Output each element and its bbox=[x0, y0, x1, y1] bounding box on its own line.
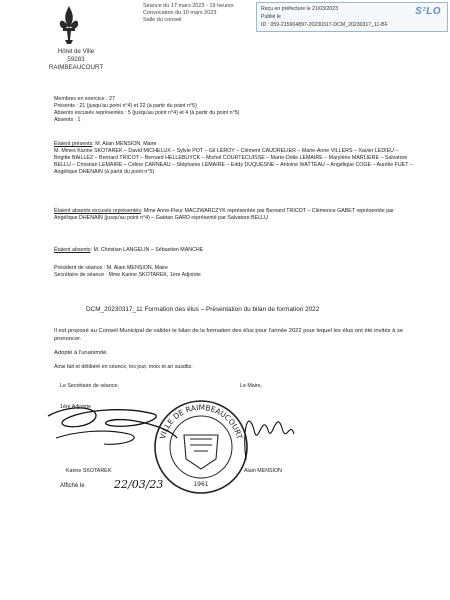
absent-text: : M. Christian LANGELIN – Sébastien MANCHE bbox=[90, 247, 204, 253]
presents-section bbox=[54, 141, 414, 176]
seance-line: Convocation du 10 mars 2023 bbox=[143, 9, 217, 16]
affiche-date: 22/03/23 bbox=[114, 478, 164, 491]
left-signer-name: Karine SKOTAREK bbox=[66, 468, 112, 474]
stamp-received: Reçu en préfecture le 21/03/2023 bbox=[261, 6, 339, 12]
mairie-line: 59283 RAIMBEAUCOURT bbox=[48, 56, 104, 71]
prefecture-stamp bbox=[256, 2, 448, 32]
seal-text: VILLE DE RAIMBEAUCOURT bbox=[157, 402, 245, 441]
represented-label: Étaient absents excusés représentés bbox=[54, 208, 141, 214]
left-signer-role: Le Secrétaire de séance, bbox=[60, 383, 119, 389]
deliberation-title: DCM_20230317_11 Formation des élus – Présentation du bilan de formation 2022 bbox=[86, 306, 320, 313]
seance-line: Salle du conseil bbox=[143, 16, 182, 23]
right-signature bbox=[236, 400, 306, 462]
absent-section bbox=[54, 247, 414, 254]
deliberation-body: Il est proposé au Conseil Municipal de valider le bilan de la formation des élus pour l'année 2022 pour lequel les élus ont été invités à se prononcer. bbox=[54, 328, 404, 342]
seance-line: Séance du 17 mars 2023 - 19 heures bbox=[143, 3, 234, 9]
seal-year: 1961 bbox=[193, 481, 209, 488]
mairie-line: Hôtel de Ville bbox=[57, 48, 95, 55]
president-line: Président de séance : M. Alain MENSION, Maire bbox=[54, 265, 168, 271]
membership-counts bbox=[54, 96, 414, 124]
right-signer-name: Alain MENSION bbox=[244, 468, 282, 474]
stamp-published: Publié le bbox=[261, 14, 281, 20]
count-line: Membres en exercice : 27 bbox=[54, 96, 115, 102]
adopted-text: Adopté à l'unanimité. bbox=[54, 350, 108, 356]
secretary-line: Secrétaire de séance : Mme Karine SKOTAREK, 1ère Adjointe bbox=[54, 272, 201, 278]
presents-text: : M. Alain MENSION, Maire M. Mmes Karine SKOTAREK – David MICHELUX – Sylvie POT – Gil LEROY – Clément CAUDRELIER – Marie-Anne VILLERS – Xavier LEDIEU – Brigitte BAILLEZ – Bernard TRICOT – Bernard HELLEBUYCK – Michel COURTECUISSE – Marie-Odile LEMAIRE – Marylène MARLIERE – Salvatore BELLU – Christian LEMAIRE – Céline CARNEAU – Stéphanie LEMAIRE – Eddy DUQUESNE – Antoine WATTEAU – Angélique COGE – Aurélie FUET – Angélique DHENAIN (à partir du point n°5) bbox=[54, 141, 413, 175]
left-signer-title: 1ère Adjointe bbox=[60, 404, 91, 410]
count-line: Absents : 1 bbox=[54, 117, 81, 123]
represented-section bbox=[54, 208, 414, 222]
affiche-label: Affiché le bbox=[60, 483, 85, 489]
count-line: Absents excusés représentés : 5 (jusqu'au point n°4) et 4 (à partir du point n°5) bbox=[54, 110, 240, 116]
right-signer-role: Le Maire, bbox=[240, 383, 263, 389]
absent-label: Étaient absents bbox=[54, 247, 91, 253]
seance-info bbox=[143, 3, 253, 23]
represented-text: : Mme Anne-Fleur MACZWARCZYK représentée par Bernard TRICOT – Clémence GABET représentée par Angélique DHENAIN (jusqu'au point n°4) – Gaëtan GARD représenté par Salvatore BELLU bbox=[54, 208, 394, 221]
closing-text: Ainsi fait et délibéré en séance, les jour, mois et an susdits. bbox=[54, 364, 193, 370]
mairie-address bbox=[40, 48, 112, 72]
slo-logo: S²LO bbox=[415, 6, 441, 17]
president-secretary bbox=[54, 265, 414, 279]
presents-label: Étaient présents bbox=[54, 141, 93, 147]
stamp-id: ID : 059-215904897-20230317-DCM_20230317_11-BF bbox=[261, 22, 388, 28]
fleur-de-lis-icon bbox=[58, 4, 80, 48]
count-line: Présents : 21 (jusqu'au point n°4) et 22 (à partir du point n°5) bbox=[54, 103, 197, 109]
